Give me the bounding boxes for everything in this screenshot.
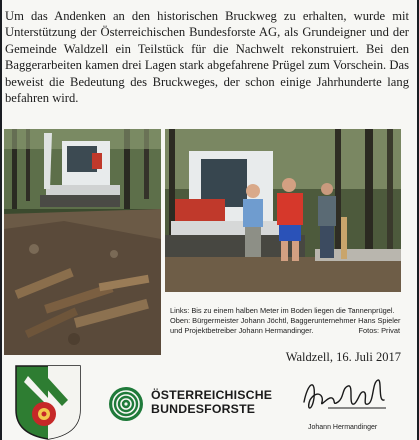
brand-line-1: ÖSTERREICHISCHE (151, 388, 273, 402)
coat-of-arms-icon (14, 364, 82, 440)
signature-icon (298, 372, 394, 418)
intro-text: Um das Andenken an den historischen Bruckweg zu erhalten, wurde mit Unterstützung der Österreichischen Bundesforste AG, als Grundeigner und der Gemeinde Waldzell ein Teilstück für die Nachwelt rekonstruiert. Bei den Baggerarbeiten kamen drei Lagen stark abgefahrene Prügel zum Vorschein. Das beweist die Bedeutung des Bruckweges, der schon einige Jahrhunderte lang befahren wird. (5, 9, 409, 106)
photo-caption (170, 306, 410, 337)
dateline: Waldzell, 16. Juli 2017 (285, 350, 401, 364)
brand-line-2: BUNDESFORSTE (151, 402, 256, 416)
excavation-photo (4, 129, 161, 355)
caption-line-2: Oben: Bürgermeister Johann Jöchtl, Baggerunternehmer Hans Spieler (170, 316, 401, 326)
group-photo (165, 129, 401, 292)
signer-name: Johann Hermandinger (308, 424, 378, 431)
photo-credit: Fotos: Privat (358, 326, 400, 336)
info-board (2, 0, 417, 440)
tree-rings-icon (108, 386, 144, 422)
caption-line-3: und Projektbetreiber Johann Hermandinger. (170, 326, 314, 336)
caption-line-1: Links: Bis zu einem halben Meter im Boden liegen die Tannenprügel. (170, 306, 395, 315)
